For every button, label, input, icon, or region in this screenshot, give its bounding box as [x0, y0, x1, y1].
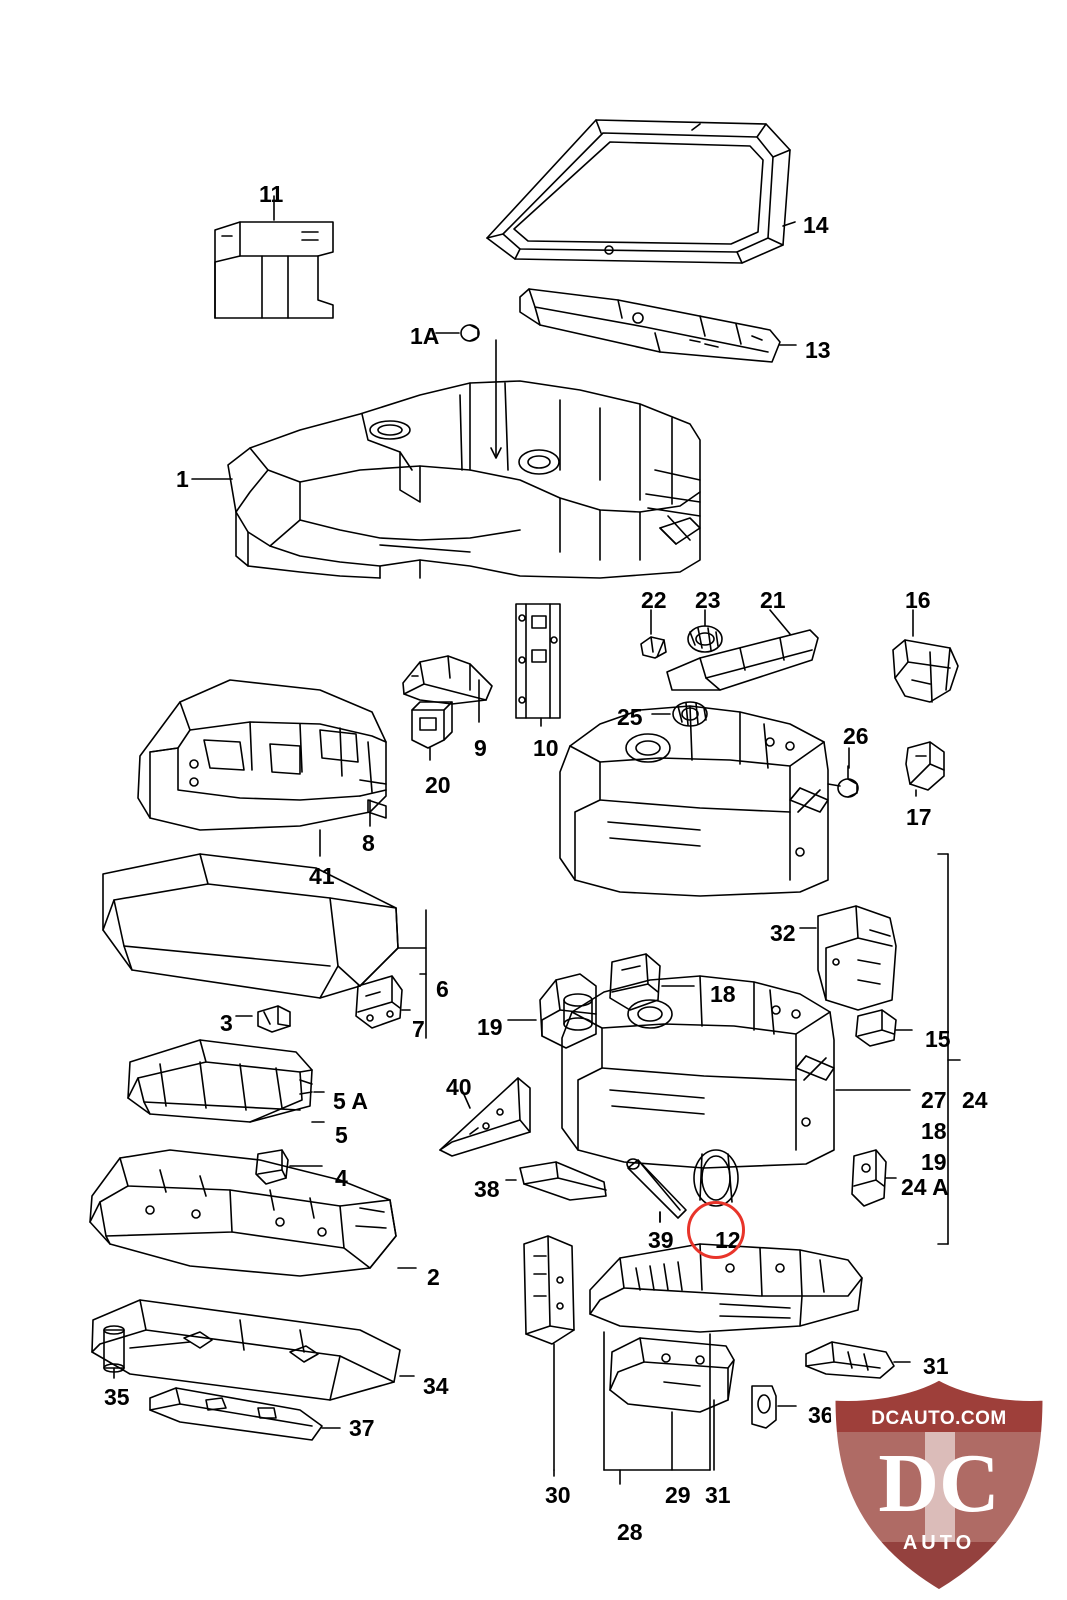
callout-3: 3 [220, 1010, 233, 1036]
callout-1: 1 [176, 466, 189, 492]
part-1 [192, 381, 700, 578]
part-25 [652, 702, 707, 726]
part-16 [893, 610, 958, 702]
callout-5A: 5 A [333, 1088, 368, 1114]
callout-23: 23 [695, 587, 721, 613]
watermark [821, 1374, 1057, 1596]
part-15 [856, 1010, 912, 1046]
watermark-domain: DCAUTO.COM [871, 1408, 1007, 1429]
part-27 [562, 976, 910, 1168]
part-31-right [806, 1342, 910, 1378]
callout-31-lower: 31 [705, 1482, 731, 1508]
part-22 [641, 610, 666, 658]
callout-26: 26 [843, 723, 869, 749]
watermark-brand: DC [878, 1437, 1000, 1530]
part-2 [90, 1150, 416, 1276]
part-14 [487, 120, 795, 263]
part-19-left [508, 974, 596, 1048]
part-20 [412, 702, 452, 760]
callout-11: 11 [259, 181, 284, 207]
callout-37: 37 [349, 1415, 375, 1441]
part-11 [215, 196, 333, 318]
callout-4: 4 [335, 1165, 348, 1191]
callout-12: 12 [715, 1227, 741, 1253]
callout-21: 21 [760, 587, 786, 613]
part-17 [906, 742, 944, 796]
callout-18-lower: 18 [921, 1118, 947, 1144]
callout-35: 35 [104, 1384, 130, 1410]
callout-2: 2 [427, 1264, 440, 1290]
part-23 [688, 610, 722, 652]
callout-32: 32 [770, 920, 796, 946]
part-18-upper [610, 954, 694, 1010]
callout-24: 24 [962, 1087, 988, 1113]
callout-31-right: 31 [923, 1353, 949, 1379]
callout-10: 10 [533, 735, 559, 761]
watermark-sub: AUTO [902, 1532, 976, 1554]
callout-9: 9 [474, 735, 487, 761]
callout-30: 30 [545, 1482, 571, 1508]
callout-13: 13 [805, 337, 831, 363]
part-32 [800, 906, 896, 1010]
callout-5: 5 [335, 1122, 348, 1148]
part-21 [667, 610, 818, 690]
part-29 [610, 1338, 734, 1470]
part-8 [138, 680, 386, 856]
callout-40: 40 [446, 1074, 472, 1100]
part-30 [524, 1236, 574, 1476]
callout-36: 36 [808, 1402, 834, 1428]
callout-20: 20 [425, 772, 451, 798]
part-7 [356, 976, 410, 1028]
part-38 [506, 1162, 606, 1200]
part-10 [516, 604, 560, 726]
callout-18-upper: 18 [710, 981, 736, 1007]
callout-39: 39 [648, 1227, 674, 1253]
part-24A [852, 1150, 896, 1206]
part-37 [150, 1388, 340, 1440]
part-5 [128, 1040, 324, 1122]
callout-28: 28 [617, 1519, 643, 1545]
part-wheelhouse-upper [560, 706, 840, 896]
part-39 [627, 1159, 686, 1222]
callout-19-lower: 19 [921, 1149, 947, 1175]
callout-34: 34 [423, 1373, 449, 1399]
part-3 [236, 1006, 290, 1032]
callout-17: 17 [906, 804, 932, 830]
callout-16: 16 [905, 587, 931, 613]
part-12-highlight [687, 1201, 745, 1259]
callout-29: 29 [665, 1482, 691, 1508]
part-26 [838, 748, 858, 797]
part-1A [436, 325, 501, 458]
callout-15: 15 [925, 1026, 951, 1052]
callout-19-left: 19 [477, 1014, 503, 1040]
callout-38: 38 [474, 1176, 500, 1202]
callout-14: 14 [803, 212, 829, 238]
part-12 [694, 1150, 738, 1206]
callout-25: 25 [617, 704, 643, 730]
callout-1A: 1A [410, 323, 440, 349]
part-9 [403, 656, 492, 722]
callout-7: 7 [412, 1016, 425, 1042]
part-13 [520, 289, 796, 362]
callout-22: 22 [641, 587, 667, 613]
callout-24A: 24 A [901, 1174, 949, 1200]
callout-27: 27 [921, 1087, 947, 1113]
part-36 [752, 1386, 796, 1428]
callout-6: 6 [436, 976, 449, 1002]
part-34 [92, 1300, 414, 1400]
callout-41: 41 [309, 863, 335, 889]
callout-8: 8 [362, 830, 375, 856]
